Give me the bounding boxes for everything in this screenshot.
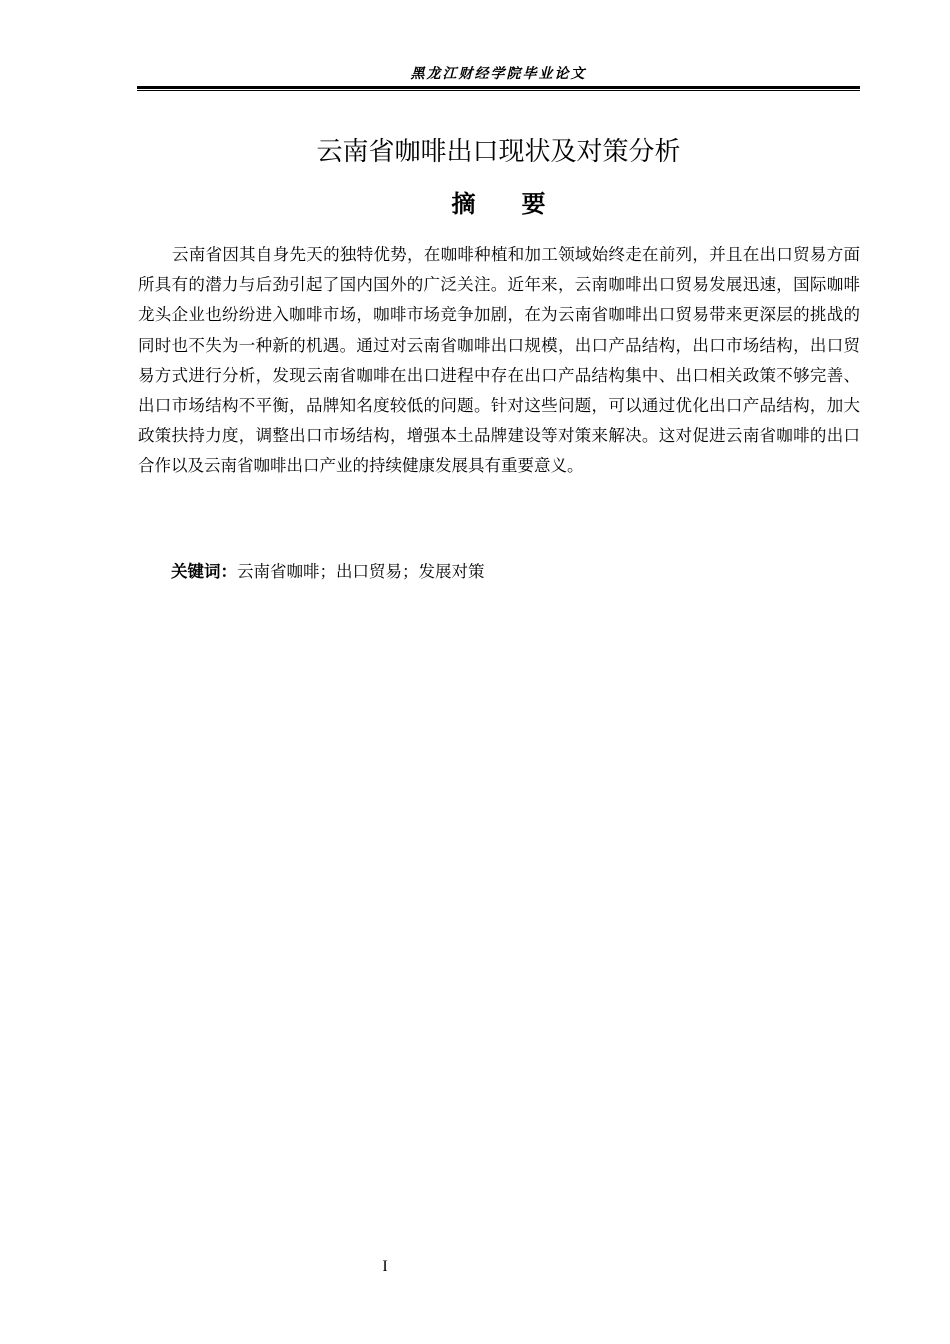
paper-title: 云南省咖啡出口现状及对策分析 <box>316 137 681 167</box>
keywords-value: 云南省咖啡；出口贸易；发展对策 <box>237 562 485 581</box>
abstract-heading: 摘要 <box>451 190 592 218</box>
abstract-body: 云南省因其自身先天的独特优势，在咖啡种植和加工领域始终走在前列，并且在出口贸易方面所具有的潜力与后劲引起了国内国外的广泛关注。近年来，云南咖啡出口贸易发展迅速，国际咖啡龙头企业也纷纷进入咖啡市场，咖啡市场竞争加剧，在为云南省咖啡出口贸易带来更深层的挑战的同时也不失为一种新的机遇。通过对云南省咖啡出口规模，出口产品结构，出口市场结构，出口贸易方式进行分析，发现云南省咖啡在出口进程中存在出口产品结构集中、出口相关政策不够完善、出口市场结构不平衡，品牌知名度较低的问题。针对这些问题，可以通过优化出口产品结构，加大政策扶持力度，调整出口市场结构，增强本土品牌建设等对策来解决。这对促进云南省咖啡的出口合作以及云南省咖啡出口产业的持续健康发展具有重要意义。 <box>138 245 860 476</box>
keywords-label: 关键词： <box>171 562 237 581</box>
header-rule-thick <box>137 86 860 89</box>
keywords-line <box>171 558 860 586</box>
page-number: I <box>382 1258 388 1275</box>
header-rule-thin <box>137 90 860 91</box>
running-header: 黑龙江财经学院毕业论文 <box>410 66 587 82</box>
